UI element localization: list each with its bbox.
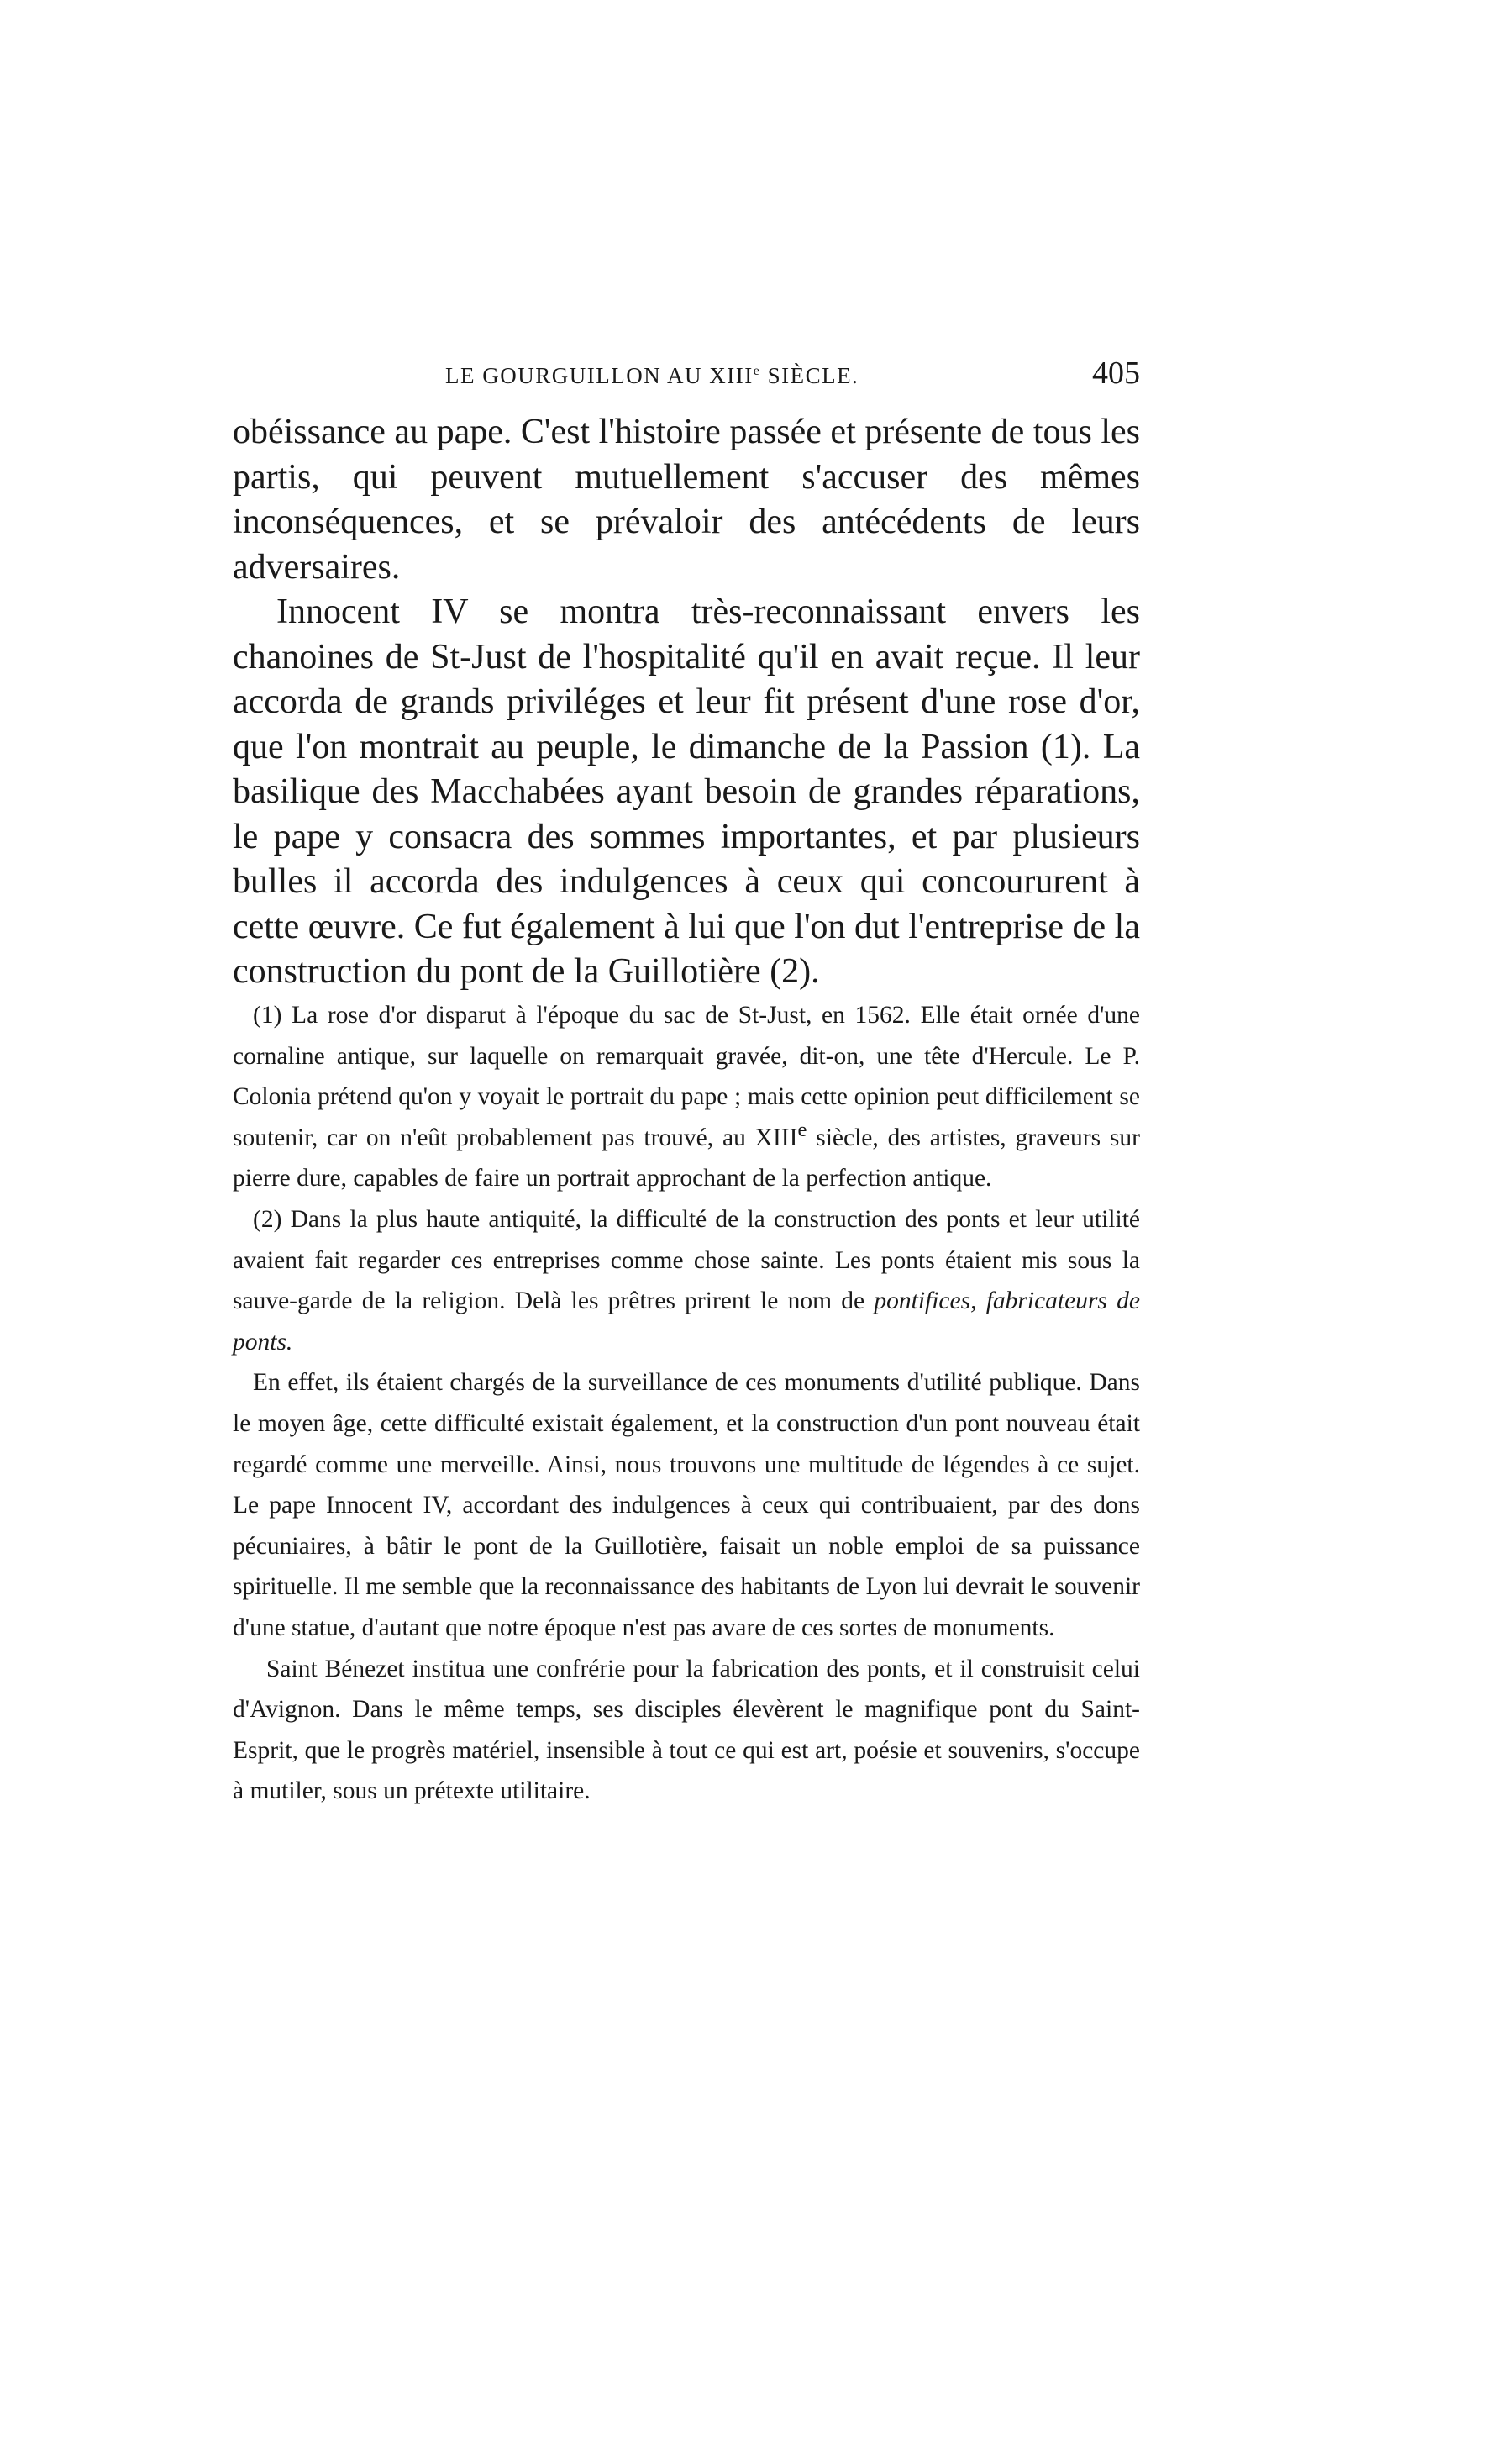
- running-head-superscript: e: [753, 364, 761, 378]
- footnote-2-text: (2) Dans la plus haute antiquité, la difficulté de la construction des ponts et leur utilité avaient fait regarder ces entreprises comme chose sainte. Les ponts étaient mis sous la sauve-garde de la religion. Delà les prêtres prirent le nom de: [233, 1205, 1140, 1315]
- page-header: [233, 353, 1140, 403]
- footnote-2-paragraph-3: Saint Bénezet institua une confrérie pour la fabrication des ponts, et il construisit celui d'Avignon. Dans le même temps, ses disciples élevèrent le magnifique pont du Saint-Esprit, que le progrès matériel, insensible à tout ce qui est art, poésie et souvenirs, s'occupe à mutiler, sous un prétexte utilitaire.: [233, 1655, 1140, 1805]
- footnotes: [233, 995, 1140, 1812]
- running-head-text: LE GOURGUILLON AU XIII: [445, 363, 754, 388]
- footnote-2-italic: pontifices, fabricateurs de ponts.: [233, 1287, 1140, 1356]
- page-number: 405: [1092, 355, 1140, 391]
- footnote-1-text-end: siècle, des artistes, graveurs sur pierre dure, capables de faire un portrait approchant de la perfection antique.: [233, 1124, 1140, 1193]
- running-head-text-end: SIÈCLE.: [760, 363, 859, 388]
- footnote-1-text: (1) La rose d'or disparut à l'époque du sac de St-Just, en 1562. Elle était ornée d'une cornaline antique, sur laquelle on remarquait gravée, dit-on, une tête d'Hercule. Le P. Colonia prétend qu'on y voyait le portrait du pape ; mais cette opinion peut difficilement se soutenir, car on n'eût probablement pas trouvé, au XIII: [233, 1002, 1140, 1151]
- footnote-2-paragraph-2: En effet, ils étaient chargés de la surveillance de ces monuments d'utilité publique. Dans le moyen âge, cette difficulté existait également, et la construction d'un pont nouveau était regardé comme une merveille. Ainsi, nous trouvons une multitude de légendes à ce sujet. Le pape Innocent IV, accordant des indulgences à ceux qui contribuaient, par des dons pécuniaires, à bâtir le pont de la Guillotière, faisait un noble emploi de sa puissance spirituelle. Il me semble que la reconnaissance des habitants de Lyon lui devrait le souvenir d'une statue, d'autant que notre époque n'est pas avare de ces sortes de monuments.: [233, 1369, 1140, 1641]
- body-paragraph-1: obéissance au pape. C'est l'histoire passée et présente de tous les partis, qui peuvent mutuellement s'accuser des mêmes inconséquences, et se prévaloir des antécédents de leurs adversaires.: [233, 413, 1140, 587]
- footnote-1-superscript: e: [797, 1118, 807, 1141]
- running-head: [445, 363, 859, 389]
- main-text: [233, 410, 1140, 995]
- footnote-2: [233, 1199, 1140, 1362]
- body-paragraph-2: Innocent IV se montra très-reconnaissant envers les chanoines de St-Just de l'hospitalité qu'il en avait reçue. Il leur accorda de grands priviléges et leur fit présent d'une rose d'or, que l'on montrait au peuple, le dimanche de la Passion (1). La basilique des Macchabées ayant besoin de grandes réparations, le pape y consacra des sommes importantes, et par plusieurs bulles il accorda des indulgences à ceux qui concoururent à cette œuvre. Ce fut également à lui que l'on dut l'entreprise de la construction du pont de la Guillotière (2).: [233, 592, 1140, 991]
- footnote-1: [233, 995, 1140, 1199]
